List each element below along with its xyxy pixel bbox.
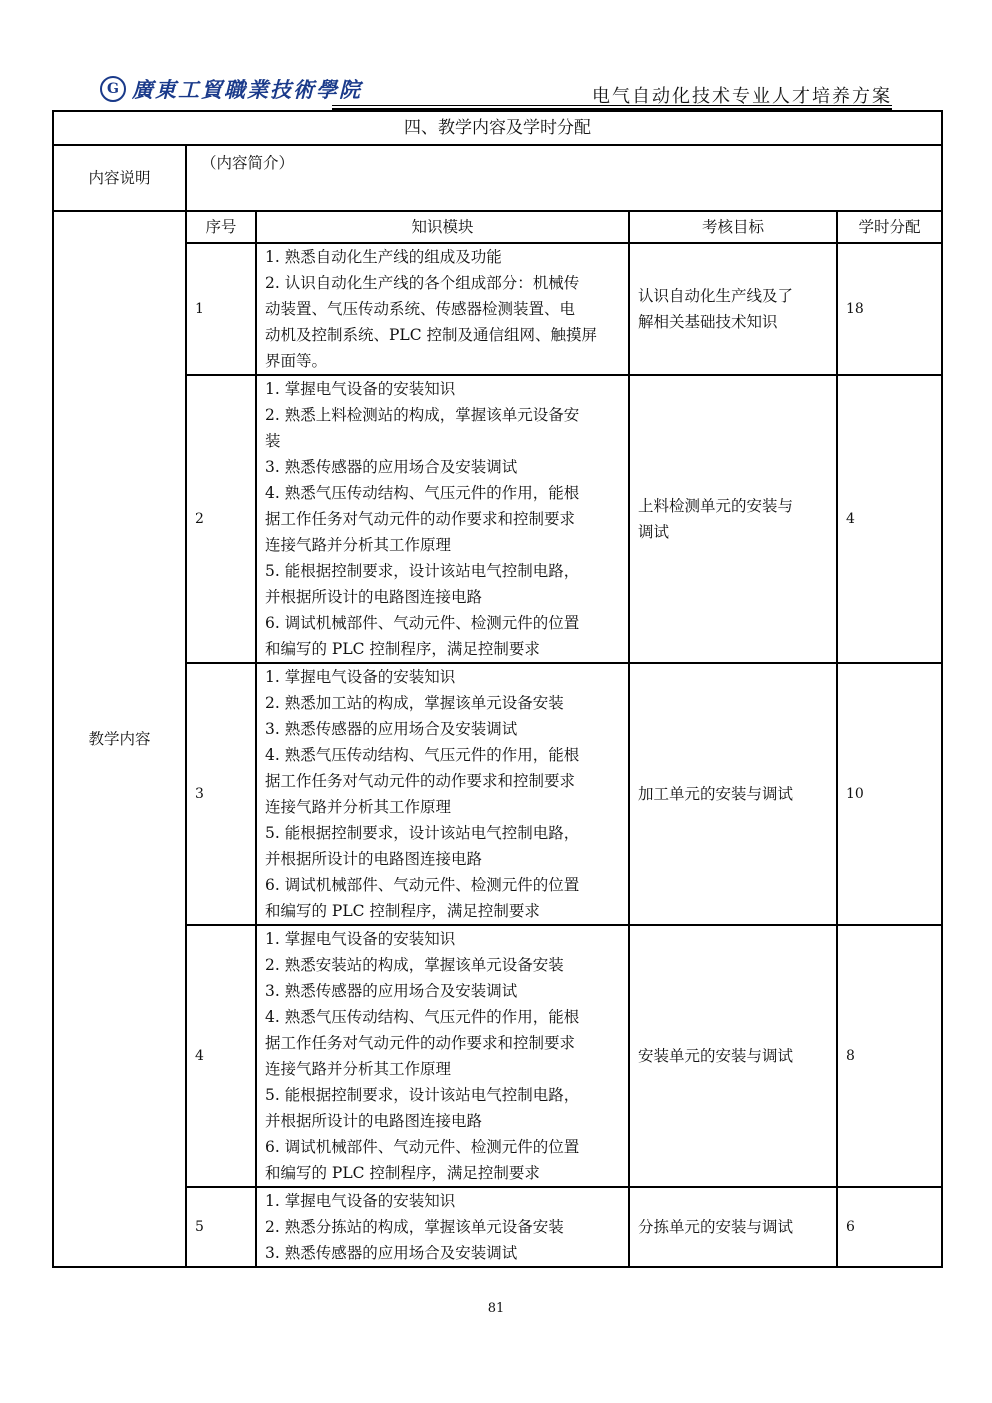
module-line: 2. 认识自动化生产线的各个组成部分：机械传 <box>265 274 580 292</box>
intro-row <box>53 145 942 211</box>
module-line: 并根据所设计的电路图连接电路 <box>265 588 483 606</box>
module-line: 6. 调试机械部件、气动元件、检测元件的位置 <box>265 876 580 894</box>
hours: 6 <box>837 1187 942 1267</box>
goal-line: 解相关基础技术知识 <box>638 313 778 331</box>
assessment-goal <box>629 925 837 1187</box>
header-rule <box>332 105 892 106</box>
intro-text: （内容简介） <box>186 145 942 211</box>
document-title: 电气自动化技术专业人才培养方案 <box>592 86 892 107</box>
module-line: 动装置、气压传动系统、传感器检测装置、电 <box>265 300 576 318</box>
module-line: 1. 掌握电气设备的安装知识 <box>265 668 456 686</box>
row-number: 3 <box>186 663 256 925</box>
module-line: 2. 熟悉分拣站的构成，掌握该单元设备安装 <box>265 1218 564 1236</box>
module-line: 动机及控制系统、PLC 控制及通信组网、触摸屏 <box>265 326 598 344</box>
col-header-num: 序号 <box>186 211 256 243</box>
goal-line: 调试 <box>638 523 670 541</box>
intro-label: 内容说明 <box>53 145 186 211</box>
hours: 4 <box>837 375 942 663</box>
module-line: 6. 调试机械部件、气动元件、检测元件的位置 <box>265 614 580 632</box>
module-line: 3. 熟悉传感器的应用场合及安装调试 <box>265 1244 518 1262</box>
logo-text: 廣東工貿職業技術學院 <box>132 77 362 102</box>
knowledge-module <box>256 1187 629 1267</box>
module-line: 1. 掌握电气设备的安装知识 <box>265 380 456 398</box>
hours: 18 <box>837 243 942 375</box>
logo-emblem-icon: G <box>100 76 126 102</box>
assessment-goal <box>629 663 837 925</box>
module-line: 和编写的 PLC 控制程序，满足控制要求 <box>265 640 540 658</box>
module-line: 2. 熟悉加工站的构成，掌握该单元设备安装 <box>265 694 564 712</box>
col-header-module: 知识模块 <box>256 211 629 243</box>
assessment-goal <box>629 1187 837 1267</box>
module-line: 界面等。 <box>265 352 328 370</box>
content-label: 教学内容 <box>53 211 186 1267</box>
goal-line: 安装单元的安装与调试 <box>638 1047 794 1065</box>
module-line: 据工作任务对气动元件的动作要求和控制要求 <box>265 510 576 528</box>
module-line: 1. 熟悉自动化生产线的组成及功能 <box>265 248 502 266</box>
table-row <box>53 925 942 1187</box>
module-line: 3. 熟悉传感器的应用场合及安装调试 <box>265 982 518 1000</box>
module-line: 4. 熟悉气压传动结构、气压元件的作用，能根 <box>265 746 580 764</box>
hours: 8 <box>837 925 942 1187</box>
module-line: 6. 调试机械部件、气动元件、检测元件的位置 <box>265 1138 580 1156</box>
knowledge-module <box>256 243 629 375</box>
module-line: 据工作任务对气动元件的动作要求和控制要求 <box>265 1034 576 1052</box>
module-line: 1. 掌握电气设备的安装知识 <box>265 930 456 948</box>
row-number: 1 <box>186 243 256 375</box>
table-row <box>53 1187 942 1267</box>
module-line: 连接气路并分析其工作原理 <box>265 1060 452 1078</box>
module-line: 4. 熟悉气压传动结构、气压元件的作用，能根 <box>265 484 580 502</box>
module-line: 和编写的 PLC 控制程序，满足控制要求 <box>265 1164 540 1182</box>
module-line: 并根据所设计的电路图连接电路 <box>265 850 483 868</box>
module-line: 2. 熟悉上料检测站的构成，掌握该单元设备安 <box>265 406 580 424</box>
section-title: 四、教学内容及学时分配 <box>53 111 942 145</box>
module-line: 并根据所设计的电路图连接电路 <box>265 1112 483 1130</box>
goal-line: 加工单元的安装与调试 <box>638 785 794 803</box>
module-line: 据工作任务对气动元件的动作要求和控制要求 <box>265 772 576 790</box>
content-table <box>52 110 943 1268</box>
goal-line: 认识自动化生产线及了 <box>638 287 794 305</box>
table-row <box>53 663 942 925</box>
module-line: 3. 熟悉传感器的应用场合及安装调试 <box>265 720 518 738</box>
row-number: 4 <box>186 925 256 1187</box>
module-line: 5. 能根据控制要求，设计该站电气控制电路， <box>265 562 580 580</box>
goal-line: 上料检测单元的安装与 <box>638 497 794 515</box>
module-line: 连接气路并分析其工作原理 <box>265 536 452 554</box>
module-line: 连接气路并分析其工作原理 <box>265 798 452 816</box>
module-line: 2. 熟悉安装站的构成，掌握该单元设备安装 <box>265 956 564 974</box>
table-row <box>53 243 942 375</box>
knowledge-module <box>256 925 629 1187</box>
hours: 10 <box>837 663 942 925</box>
col-header-hours: 学时分配 <box>837 211 942 243</box>
row-number: 2 <box>186 375 256 663</box>
module-line: 1. 掌握电气设备的安装知识 <box>265 1192 456 1210</box>
assessment-goal <box>629 375 837 663</box>
module-line: 3. 熟悉传感器的应用场合及安装调试 <box>265 458 518 476</box>
module-line: 4. 熟悉气压传动结构、气压元件的作用，能根 <box>265 1008 580 1026</box>
knowledge-module <box>256 663 629 925</box>
module-line: 装 <box>265 432 281 450</box>
col-header-goal: 考核目标 <box>629 211 837 243</box>
row-number: 5 <box>186 1187 256 1267</box>
module-line: 5. 能根据控制要求，设计该站电气控制电路， <box>265 824 580 842</box>
section-title-row <box>53 111 942 145</box>
page-header <box>100 72 892 108</box>
knowledge-module <box>256 375 629 663</box>
page-number: 81 <box>487 1301 505 1316</box>
table-row <box>53 375 942 663</box>
assessment-goal <box>629 243 837 375</box>
goal-line: 分拣单元的安装与调试 <box>638 1218 794 1236</box>
header-row <box>53 211 942 243</box>
college-logo <box>100 74 362 104</box>
module-line: 和编写的 PLC 控制程序，满足控制要求 <box>265 902 540 920</box>
module-line: 5. 能根据控制要求，设计该站电气控制电路， <box>265 1086 580 1104</box>
